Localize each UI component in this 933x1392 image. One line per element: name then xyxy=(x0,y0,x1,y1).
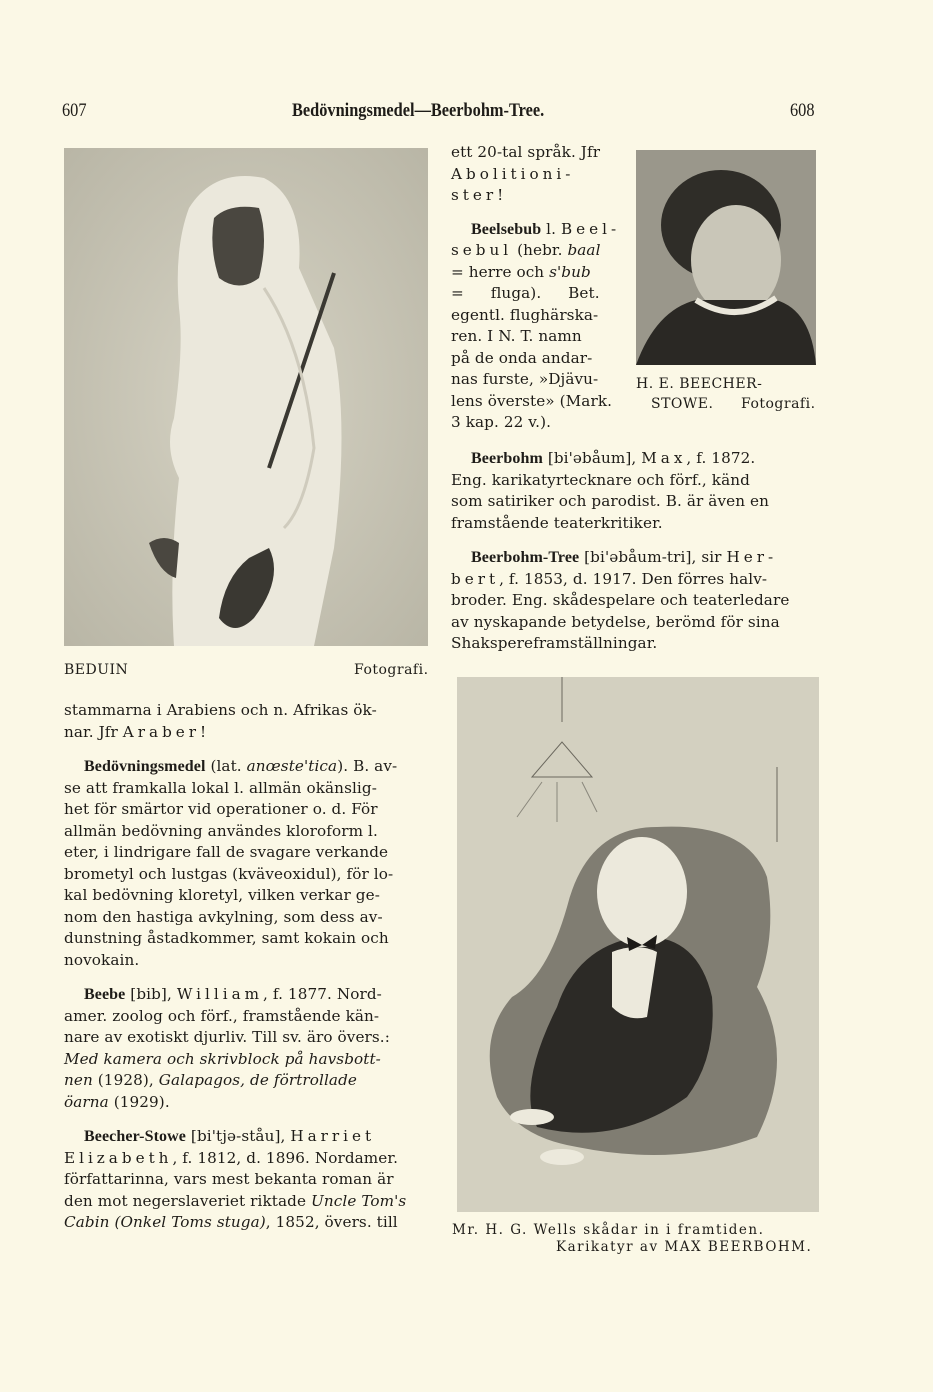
text-line: ren. I N. T. namn xyxy=(451,327,582,345)
book-title: nen xyxy=(64,1071,93,1089)
text-line: novokain. xyxy=(64,950,140,969)
text: (1928), xyxy=(92,1071,159,1089)
text-line: ett 20-tal språk. Jfr xyxy=(451,143,601,161)
text: , f. 1812, d. 1896. Nordamer. xyxy=(172,1148,399,1167)
text-line: allmän bedövning användes kloroform l. xyxy=(64,821,378,840)
caricature-drawing-icon xyxy=(457,677,819,1212)
book-title: Uncle Tom's xyxy=(310,1191,407,1210)
text-line: ster! xyxy=(451,186,508,204)
text-line: Eng. karikatyrtecknare och förf., känd xyxy=(451,470,750,489)
text: baal xyxy=(567,241,601,259)
text: den mot negerslaveriet riktade xyxy=(64,1191,311,1210)
text: Elizabeth xyxy=(64,1148,173,1167)
text: [bib], xyxy=(125,985,177,1003)
text: anœste'tica xyxy=(246,757,338,775)
text-line: se att framkalla lokal l. allmän okänslig- xyxy=(64,778,377,797)
page-number-right: 608 xyxy=(790,100,815,121)
text-line: egentl. flughärska- xyxy=(451,305,599,324)
wells-caption-line1: Mr. H. G. Wells skådar in i framtiden. xyxy=(452,1222,765,1238)
text: , 1852, övers. till xyxy=(265,1213,398,1231)
text: l. xyxy=(541,219,561,238)
text-line: nare av exotiskt djurliv. Till sv. äro övers.: xyxy=(64,1028,390,1046)
text: (lat. xyxy=(205,757,247,775)
text: , f. 1853, d. 1917. Den förres halv- xyxy=(499,569,768,588)
text-line: författarinna, vars mest bekanta roman är xyxy=(64,1170,394,1188)
text: , f. 1872. xyxy=(686,449,756,467)
text: (hebr. xyxy=(512,241,568,259)
right-column-middle xyxy=(451,448,819,655)
page-number-left: 607 xyxy=(62,100,87,121)
beduin-caption-left: BEDUIN xyxy=(64,662,129,678)
text: [bi'tjə-ståu], xyxy=(186,1127,291,1145)
text: Max xyxy=(641,449,687,467)
entry-bedovningsmedel xyxy=(64,756,430,971)
book-title: Galapagos, de förtrollade xyxy=(158,1071,357,1089)
text: Harriet xyxy=(290,1127,376,1145)
book-title: Med kamera och skrivblock på havsbott- xyxy=(64,1049,381,1068)
text-line: nom den hastiga avkylning, som dess av- xyxy=(64,907,383,926)
left-column-text xyxy=(64,700,430,1234)
text-line: som satiriker och parodist. B. är även en xyxy=(451,492,770,510)
text-line: Shakspereframställningar. xyxy=(451,634,658,652)
entry-beerbohm-tree xyxy=(451,547,819,655)
text: sebul xyxy=(451,241,513,259)
book-title: öarna xyxy=(64,1092,109,1111)
entry-headword: Beecher-Stowe xyxy=(84,1128,186,1145)
text: , f. 1877. Nord- xyxy=(263,985,382,1003)
text: nar. Jfr xyxy=(64,722,123,741)
text: Beel- xyxy=(561,219,621,238)
book-title: Cabin (Onkel Toms stuga) xyxy=(64,1213,266,1231)
text-line: stammarna i Arabiens och n. Afrikas ök- xyxy=(64,701,377,719)
text: Her- xyxy=(726,548,778,566)
photo-portrait-icon xyxy=(636,150,816,365)
beecher-caption-line1: H. E. BEECHER- xyxy=(636,376,763,392)
text-line: eter, i lindrigare fall de svagare verkande xyxy=(64,843,389,861)
entry-headword: Beerbohm-Tree xyxy=(471,549,580,566)
text-line: broder. Eng. skådespelare och teaterledare xyxy=(451,591,790,609)
photo-beduin-icon xyxy=(64,148,428,646)
text-line: het för smärtor vid operationer o. d. För xyxy=(64,800,378,818)
entry-headword: Bedövningsmedel xyxy=(84,758,206,775)
text-line: dunstning åstadkommer, samt kokain och xyxy=(64,929,389,947)
entry-headword: Beelsebub xyxy=(471,220,542,238)
text-line: Abolitioni- xyxy=(451,164,575,183)
text: bert xyxy=(451,569,500,588)
text: William xyxy=(176,985,264,1003)
entry-headword: Beebe xyxy=(84,986,126,1003)
text-line: amer. zoolog och förf., framstående kän- xyxy=(64,1006,380,1025)
text-line: kal bedövning kloretyl, vilken verkar ge- xyxy=(64,886,380,904)
text: ). B. av- xyxy=(337,757,398,775)
text-line: lens överste» (Mark. xyxy=(451,391,613,410)
wells-caricature xyxy=(457,677,819,1212)
text: [bi'əbåum-tri], sir xyxy=(579,548,727,566)
text: s'bub xyxy=(549,262,591,281)
beecher-caption-type: Fotografi. xyxy=(741,396,816,412)
wells-caption-line2: Karikatyr av MAX BEERBOHM. xyxy=(556,1239,813,1255)
text-line: framstående teaterkritiker. xyxy=(451,513,663,532)
text: = herre och xyxy=(451,262,550,281)
text-line: av nyskapande betydelse, berömd för sina xyxy=(451,612,780,631)
running-title: Bedövningsmedel—Beerbohm-Tree. xyxy=(292,100,545,121)
text-line: 3 kap. 22 v.). xyxy=(451,413,552,431)
cross-reference: Araber! xyxy=(122,722,211,741)
entry-beecher-stowe xyxy=(64,1126,430,1234)
beduin-caption-right: Fotografi. xyxy=(354,662,429,678)
beecher-caption-name: STOWE. xyxy=(651,396,714,412)
text-line: nas furste, »Djävu- xyxy=(451,370,599,388)
entry-beelsebub xyxy=(451,219,627,434)
text: (1929). xyxy=(108,1092,170,1111)
text-line: = fluga). Bet. xyxy=(451,284,600,302)
entry-headword: Beerbohm xyxy=(471,450,543,467)
text-line: på de onda andar- xyxy=(451,348,593,367)
text-line: brometyl och lustgas (kväveoxidul), för lo- xyxy=(64,864,394,883)
text: [bi'əbåum], xyxy=(542,449,642,467)
entry-beerbohm xyxy=(451,448,819,534)
beduin-photo xyxy=(64,148,428,646)
beecher-stowe-photo xyxy=(636,150,816,365)
right-column-top xyxy=(451,142,627,434)
entry-beebe xyxy=(64,984,430,1113)
